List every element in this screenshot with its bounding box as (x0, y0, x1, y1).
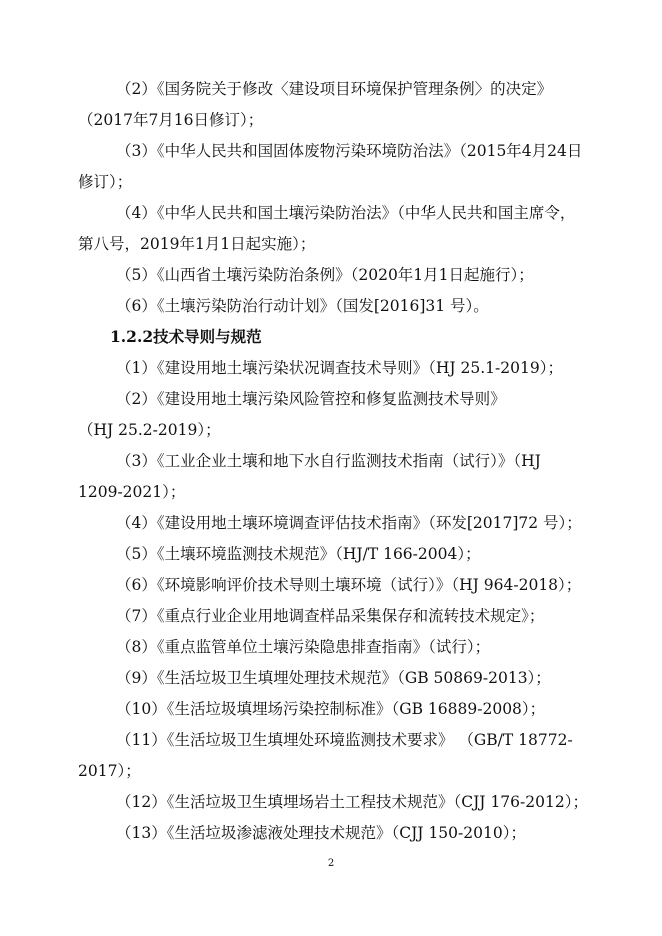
text-line: （9）《生活垃圾卫生填埋处理技术规范》（GB 50869-2013）； (116, 669, 551, 687)
text-line: （1）《建设用地土壤污染状况调查技术导则》（HJ 25.1-2019）； (116, 359, 563, 377)
text-line: （2）《国务院关于修改〈建设项目环境保护管理条例〉的决定》 (116, 80, 553, 98)
text-line: （HJ 25.2-2019）； (78, 421, 221, 439)
text-line: （8）《重点监管单位土壤污染隐患排查指南》（试行）； (116, 638, 491, 656)
text-line: （2）《建设用地土壤污染风险管控和修复监测技术导则》 (116, 390, 506, 408)
text-line: （5）《土壤环境监测技术规范》（HJ/T 166-2004）； (116, 545, 481, 563)
text-line: （10）《生活垃圾填埋场污染控制标准》（GB 16889-2008）； (116, 700, 546, 718)
text-line: （3）《中华人民共和国固体废物污染环境防治法》（2015年4月24日 (116, 142, 583, 160)
text-line: （4）《中华人民共和国土壤污染防治法》（中华人民共和国主席令， (116, 204, 576, 222)
text-line: 1209-2021）； (78, 483, 186, 501)
text-line: 修订）； (78, 173, 133, 191)
text-line: （11）《生活垃圾卫生填埋处环境监测技术要求》 （GB/T 18772- (116, 731, 573, 749)
text-line: （6）《土壤污染防治行动计划》（国发[2016]31 号）。 (116, 297, 489, 315)
text-line: （2017年7月16日修订）； (78, 111, 264, 129)
text-line: （4）《建设用地土壤环境调查评估技术指南》（环发[2017]72 号）； (116, 514, 582, 532)
section-heading: 1.2.2技术导则与规范 (110, 327, 262, 346)
text-line: （6）《环境影响评价技术导则土壤环境（试行）》（HJ 964-2018）； (116, 576, 582, 594)
text-line: （13）《生活垃圾渗滤液处理技术规范》（CJJ 150-2010）； (116, 824, 526, 842)
text-line: 2017）； (78, 762, 141, 780)
text-line: （12）《生活垃圾卫生填埋场岩土工程技术规范》（CJJ 176-2012）； (116, 793, 588, 811)
text-line: （3）《工业企业土壤和地下水自行监测技术指南（试行）》（HJ (116, 452, 541, 470)
text-line: （5）《山西省土壤污染防治条例》（2020年1月1日起施行）； (116, 266, 534, 284)
text-line: 第八号，2019年1月1日起实施）； (78, 235, 316, 253)
text-line: （7）《重点行业企业用地调查样品采集保存和流转技术规定》； (116, 607, 545, 625)
page-number: 2 (327, 858, 335, 869)
